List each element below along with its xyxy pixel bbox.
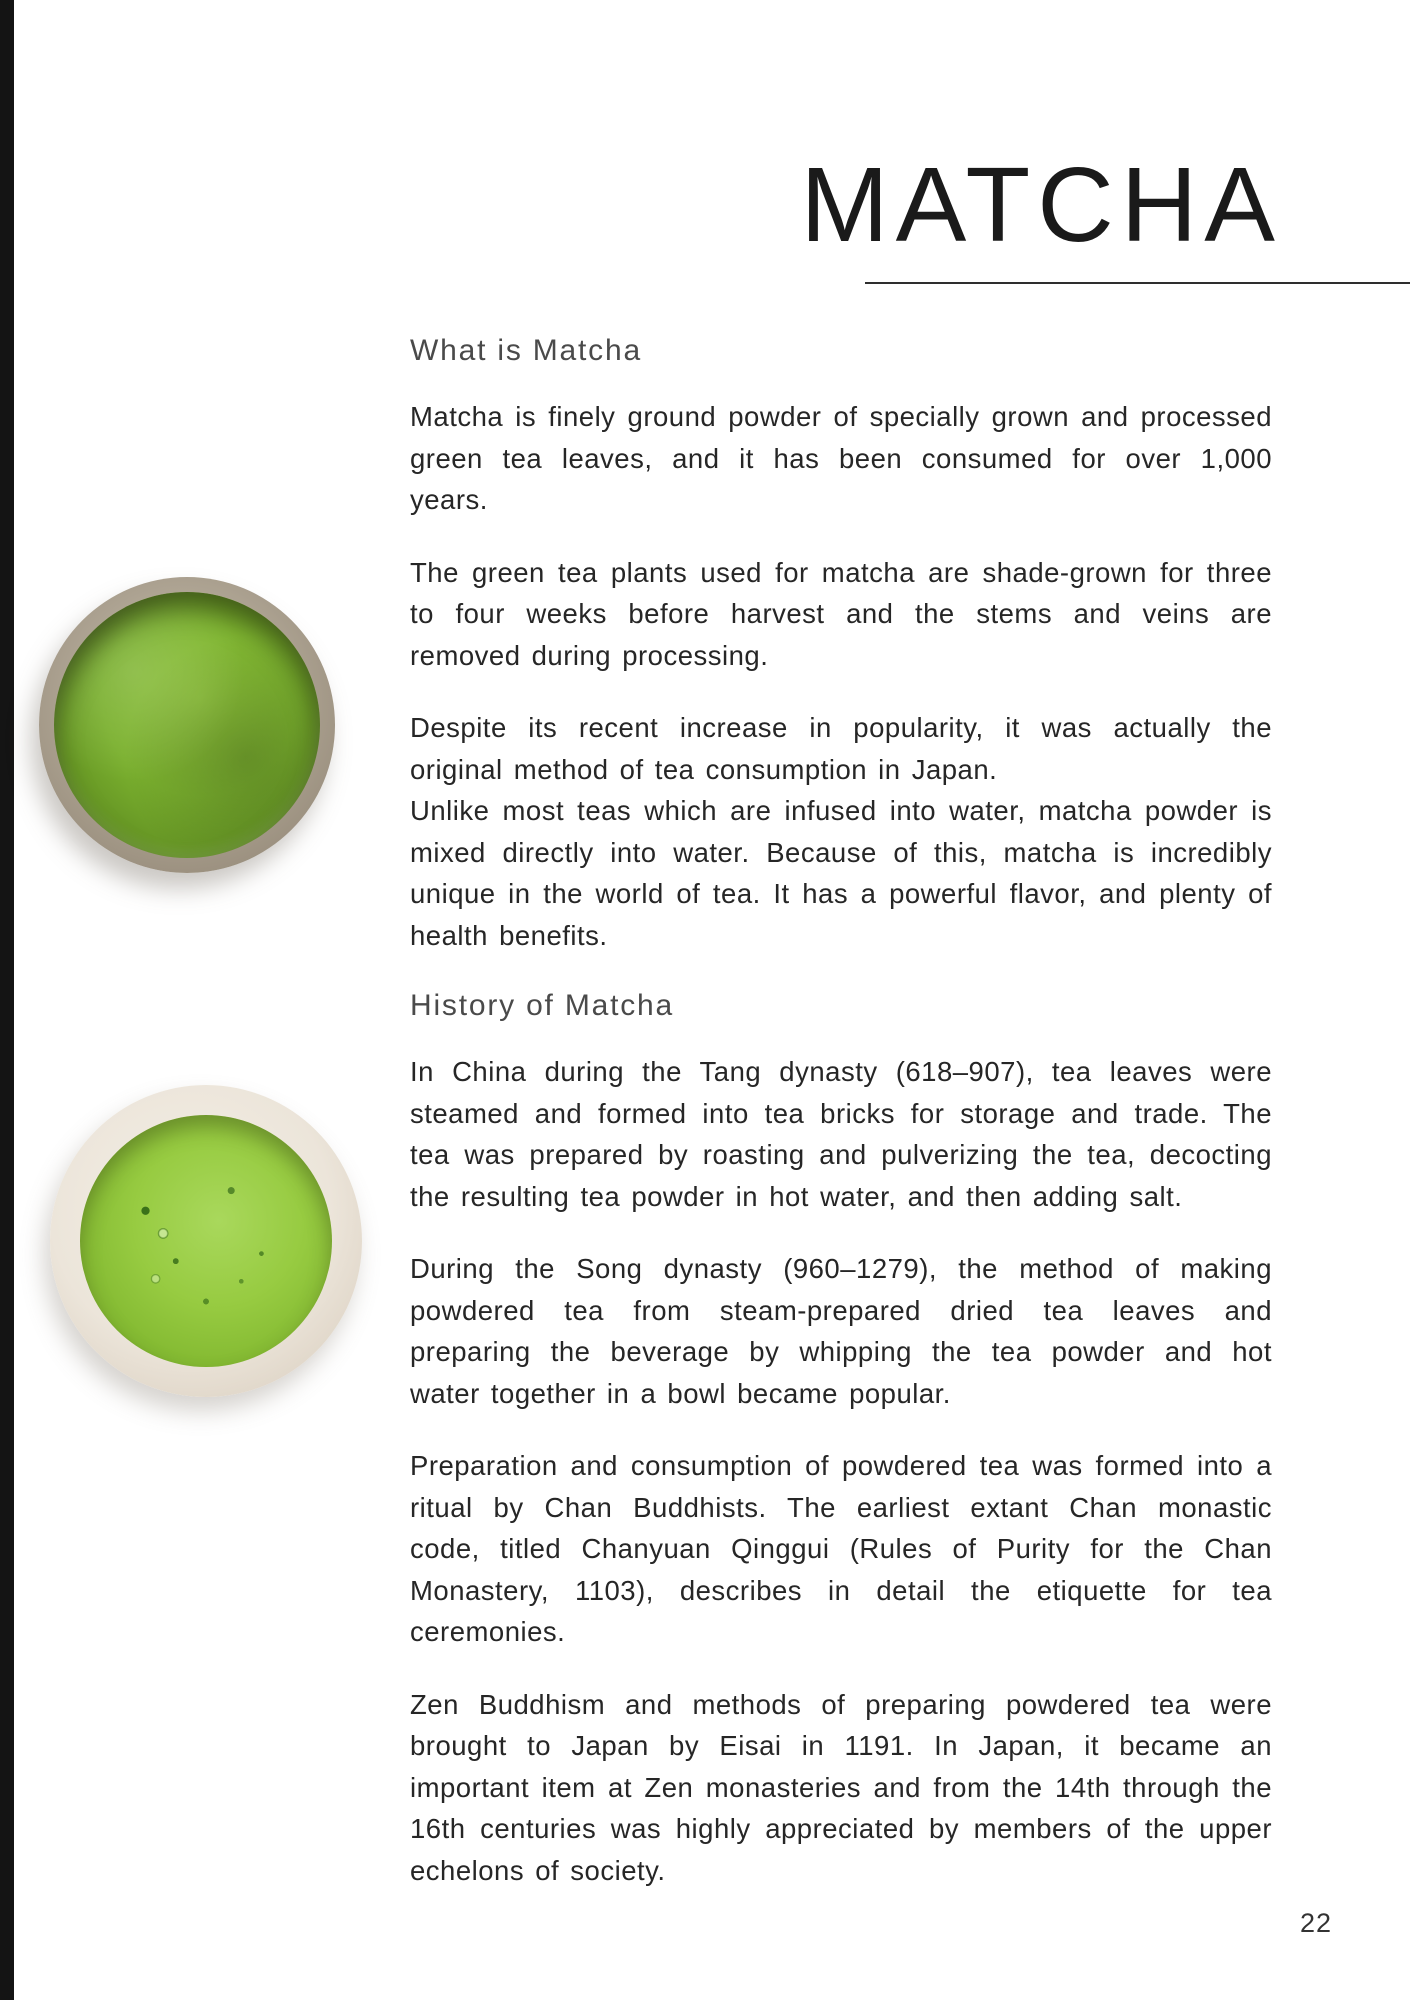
section-what-is-matcha	[410, 332, 1272, 956]
matcha-tea-surface	[80, 1115, 332, 1367]
section-heading: History of Matcha	[410, 989, 675, 1022]
section-heading: What is Matcha	[410, 334, 642, 367]
matcha-tea-cup-photo	[50, 1085, 362, 1397]
body-paragraph: Matcha is finely ground powder of specially grown and processed green tea leaves, and it has been consumed for over 1,000 years.	[410, 401, 1272, 515]
page-title: MATCHA	[800, 146, 1282, 264]
body-paragraph: Unlike most teas which are infused into water, matcha powder is mixed directly into water. Because of this, matcha is incredibly unique in the world of tea. It has a powerful flavor, and plenty of health benefits.	[410, 795, 1272, 951]
matcha-powder-bowl-photo	[39, 577, 335, 873]
matcha-powder-surface	[54, 592, 320, 858]
article-body	[410, 0, 1272, 1922]
body-paragraph: Despite its recent increase in popularity, it was actually the original method of tea consumption in Japan.	[410, 712, 1272, 785]
body-paragraph: Zen Buddhism and methods of preparing powdered tea were brought to Japan by Eisai in 1191. In Japan, it became an important item at Zen monasteries and from the 14th through the 16th centuries was highly appreciated by members of the upper echelons of society.	[410, 1688, 1272, 1886]
section-history-of-matcha	[410, 987, 1272, 1891]
body-paragraph: The green tea plants used for matcha are shade-grown for three to four weeks before harvest and the stems and veins are removed during processing.	[410, 556, 1272, 671]
page-number: 22	[1300, 1908, 1333, 1938]
body-paragraph: Preparation and consumption of powdered tea was formed into a ritual by Chan Buddhists. The earliest extant Chan monastic code, titled Chanyuan Qinggui (Rules of Purity for the Chan Monastery, 1103), describes in detail the etiquette for tea ceremonies.	[410, 1450, 1272, 1647]
left-accent-bar	[0, 0, 14, 2000]
body-paragraph: In China during the Tang dynasty (618–907), tea leaves were steamed and formed into tea bricks for storage and trade. The tea was prepared by roasting and pulverizing the tea, decocting the resulting tea powder in hot water, and then adding salt.	[410, 1056, 1272, 1212]
body-paragraph: During the Song dynasty (960–1279), the method of making powdered tea from steam-prepared dried tea leaves and preparing the beverage by whipping the tea powder and hot water together in a bowl became popular.	[410, 1253, 1272, 1409]
